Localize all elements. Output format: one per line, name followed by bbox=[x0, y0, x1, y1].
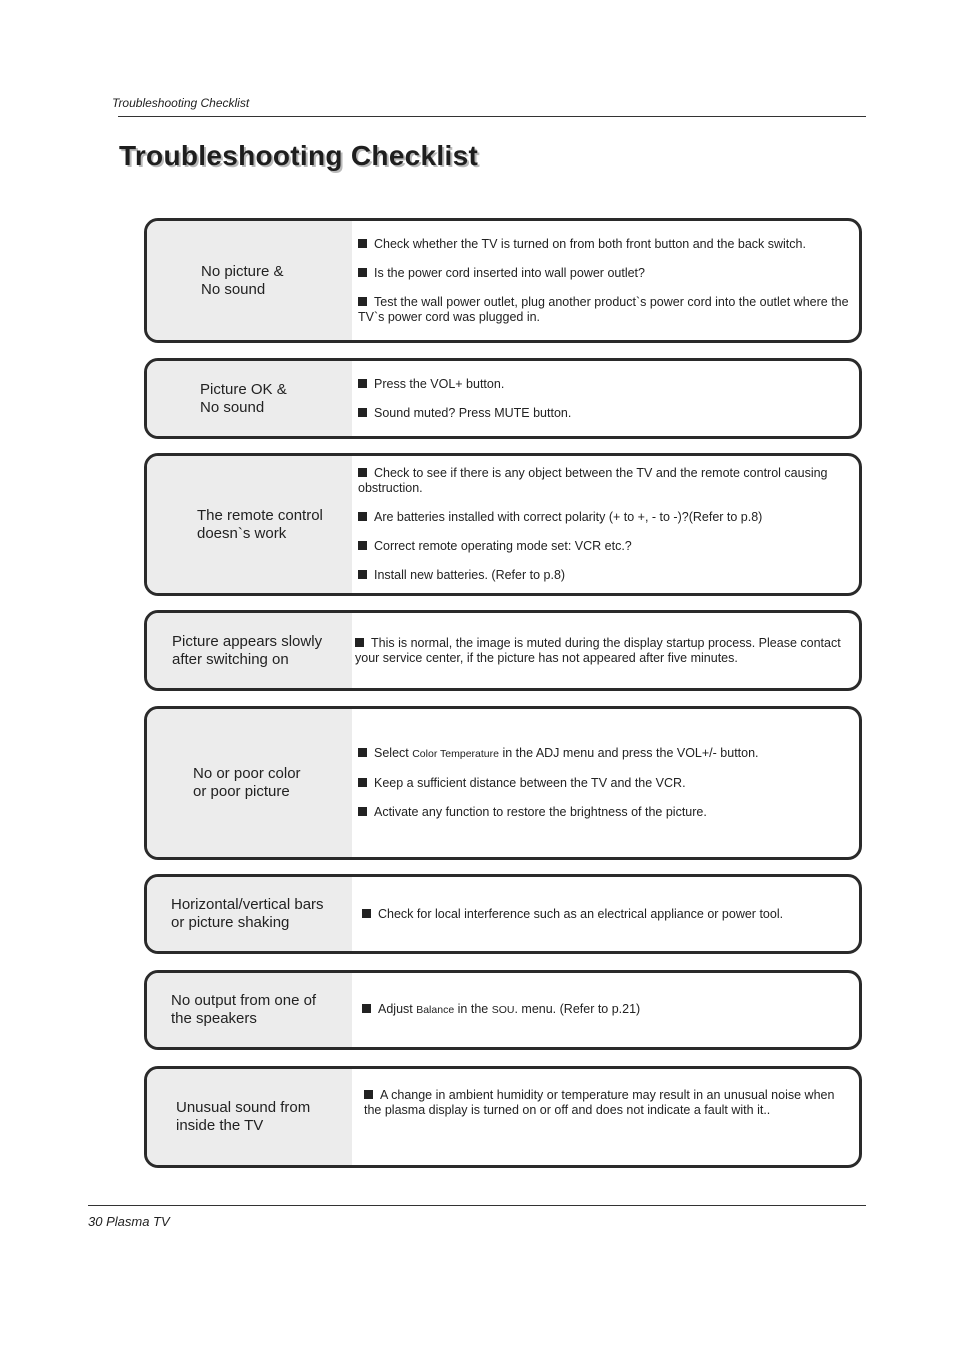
remedy-item: Check to see if there is any object between the TV and the remote control causing obstruction. bbox=[358, 466, 828, 495]
square-bullet-icon bbox=[358, 239, 367, 248]
remedy-panel bbox=[352, 456, 859, 593]
remedy-item: Test the wall power outlet, plug another product`s power cord into the outlet where the TV`s power cord was plugged in. bbox=[358, 294, 849, 324]
symptom-label: No picture & No sound bbox=[201, 262, 284, 298]
page-title: Troubleshooting Checklist bbox=[119, 140, 479, 171]
remedy-panel bbox=[352, 613, 859, 688]
square-bullet-icon bbox=[358, 570, 367, 579]
symptom-label: Horizontal/vertical bars or picture shaking bbox=[171, 896, 324, 931]
remedy-item: Activate any function to restore the brightness of the picture. bbox=[358, 805, 849, 820]
square-bullet-icon bbox=[358, 268, 367, 277]
remedy-item: A change in ambient humidity or temperature may result in an unusual noise when the plasma display is turned on or off and does not indicate a fault with it.. bbox=[364, 1088, 835, 1117]
checklist-box-remote-control bbox=[144, 453, 862, 596]
remedy-item: Check whether the TV is turned on from both front button and the back switch. bbox=[358, 237, 849, 252]
symptom-label: The remote control doesn`s work bbox=[197, 506, 323, 542]
remedy-item: Keep a sufficient distance between the TV and the VCR. bbox=[358, 776, 849, 791]
remedy-panel bbox=[352, 221, 859, 340]
square-bullet-icon bbox=[358, 379, 367, 388]
square-bullet-icon bbox=[358, 807, 367, 816]
checklist-box-picture-slow bbox=[144, 610, 862, 691]
header-divider bbox=[118, 116, 866, 117]
square-bullet-icon bbox=[358, 512, 367, 521]
symptom-panel bbox=[147, 361, 352, 436]
remedy-item: Select Color Temperature in the ADJ menu and press the VOL+/- button. bbox=[358, 746, 849, 762]
checklist-box-poor-color bbox=[144, 706, 862, 860]
square-bullet-icon bbox=[358, 778, 367, 787]
remedy-item: Are batteries installed with correct polarity (+ to +, - to -)?(Refer to p.8) bbox=[358, 510, 849, 525]
square-bullet-icon bbox=[358, 408, 367, 417]
symptom-panel bbox=[147, 709, 352, 857]
checklist-box-picture-ok-no-sound bbox=[144, 358, 862, 439]
footer-divider bbox=[88, 1205, 866, 1206]
page-footer: 30 Plasma TV bbox=[88, 1214, 170, 1229]
remedy-item: Correct remote operating mode set: VCR etc.? bbox=[358, 539, 849, 554]
symptom-label: Unusual sound from inside the TV bbox=[176, 1099, 311, 1134]
square-bullet-icon bbox=[358, 748, 367, 757]
remedy-item: Press the VOL+ button. bbox=[358, 377, 849, 392]
symptom-panel bbox=[147, 1069, 352, 1165]
checklist-box-bars-shaking bbox=[144, 874, 862, 954]
symptom-label: Picture appears slowly after switching on bbox=[172, 632, 323, 668]
symptom-panel bbox=[147, 973, 352, 1047]
remedy-panel bbox=[352, 973, 859, 1047]
remedy-panel bbox=[352, 877, 859, 951]
remedy-panel bbox=[352, 1069, 859, 1165]
remedy-item: Install new batteries. (Refer to p.8) bbox=[358, 568, 849, 583]
remedy-item: Is the power cord inserted into wall power outlet? bbox=[358, 266, 849, 281]
remedy-panel bbox=[352, 709, 859, 857]
symptom-label: No output from one of the speakers bbox=[171, 992, 317, 1027]
symptom-panel bbox=[147, 221, 352, 340]
remedy-item: Sound muted? Press MUTE button. bbox=[358, 406, 849, 421]
symptom-label: No or poor color or poor picture bbox=[193, 765, 301, 800]
symptom-panel bbox=[147, 877, 352, 951]
square-bullet-icon bbox=[358, 297, 367, 306]
remedy-panel bbox=[352, 361, 859, 436]
checklist-box-no-speaker-output bbox=[144, 970, 862, 1050]
square-bullet-icon bbox=[355, 638, 364, 647]
square-bullet-icon bbox=[362, 909, 371, 918]
square-bullet-icon bbox=[358, 541, 367, 550]
symptom-label: Picture OK & No sound bbox=[200, 380, 287, 416]
square-bullet-icon bbox=[358, 468, 367, 477]
square-bullet-icon bbox=[362, 1004, 371, 1013]
square-bullet-icon bbox=[364, 1090, 373, 1099]
symptom-panel bbox=[147, 456, 352, 593]
remedy-item: Check for local interference such as an electrical appliance or power tool. bbox=[362, 907, 849, 922]
checklist-box-no-picture-no-sound bbox=[144, 218, 862, 343]
running-header: Troubleshooting Checklist bbox=[112, 96, 250, 110]
remedy-item: Adjust Balance in the SOU. menu. (Refer to p.21) bbox=[362, 1002, 849, 1018]
checklist-box-unusual-sound bbox=[144, 1066, 862, 1168]
remedy-item: This is normal, the image is muted during the display startup process. Please contact your service center, if the picture has not appeared after five minutes. bbox=[355, 635, 841, 665]
symptom-panel bbox=[147, 613, 352, 688]
